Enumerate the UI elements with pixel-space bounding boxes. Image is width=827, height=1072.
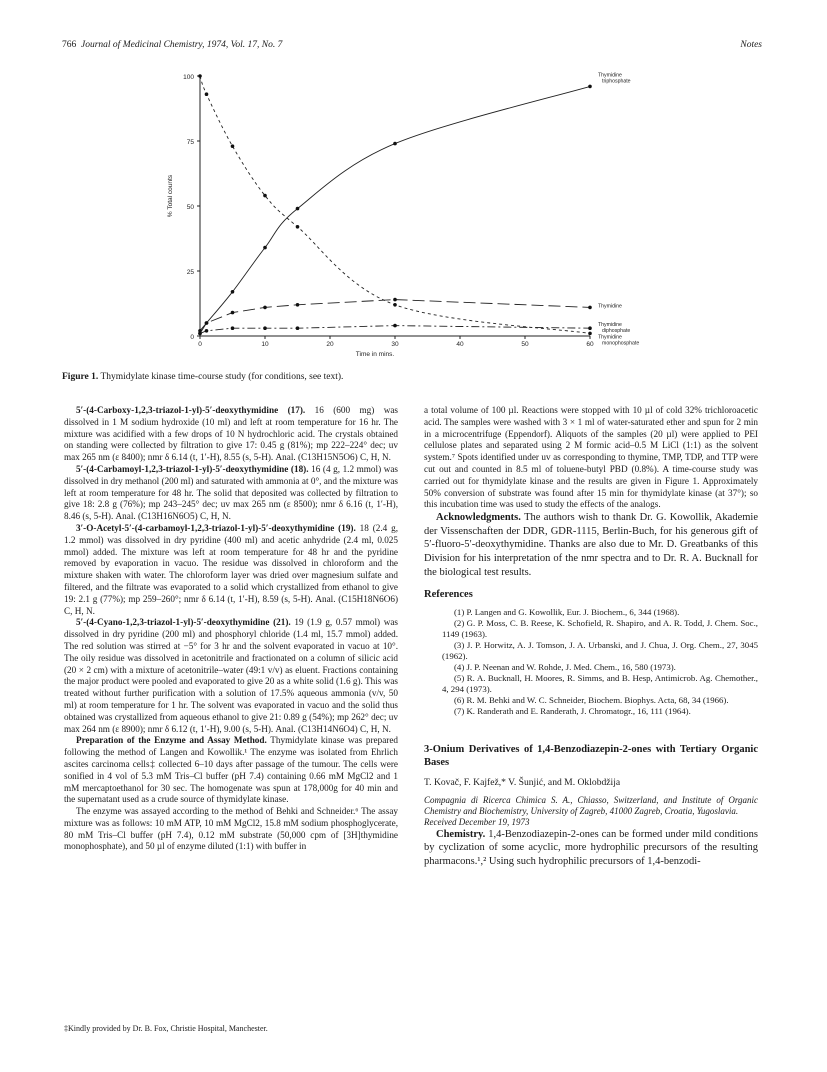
series-line-monophosphate xyxy=(200,76,590,333)
x-tick-label: 50 xyxy=(521,341,529,348)
affiliation-text: Compagnia di Ricerca Chimica S. A., Chiasso, Switzerland, and Institute of Organic Chemistry and Biochemistry, University of Zagreb, 41000 Zagreb, Croatia, Yugoslavia. xyxy=(424,794,758,816)
data-point xyxy=(296,225,300,229)
reference-item: (3) J. P. Horwitz, A. J. Tomson, J. A. Urbanski, and J. Chua, J. Org. Chem., 27, 3045 (1962). xyxy=(442,639,758,661)
article-title: 3-Onium Derivatives of 1,4-Benzodiazepin-2-ones with Tertiary Organic Bases xyxy=(424,743,758,768)
data-point xyxy=(393,142,397,146)
data-point xyxy=(205,329,209,333)
article-affiliation xyxy=(424,795,758,828)
data-point xyxy=(588,332,592,336)
legend-label: monophosphate xyxy=(602,340,640,347)
data-point xyxy=(296,303,300,307)
legend-label: triphosphate xyxy=(602,78,631,85)
paragraph xyxy=(424,828,758,869)
paragraph-text: 16 (600 mg) was dissolved in 1 M sodium hydroxide (10 ml) and left at room temperature for 16 hr. The mixture was acidified with a few drops of 10 N hydrochloric acid. The crystals obtained on standing were collected by filtration to give 17: 0.45 g (81%); mp 222–224° dec; uv max 265 nm (ε 8400); nmr δ 6.14 (t, 1′-H), 8.55 (s, 5-H). Anal. (C13H15N5O6) C, H, N. xyxy=(64,405,398,463)
data-point xyxy=(198,332,202,336)
y-tick-label: 75 xyxy=(186,139,194,146)
data-point xyxy=(393,298,397,302)
y-tick-label: 0 xyxy=(190,334,194,341)
received-date: Received December 19, 1973 xyxy=(424,816,530,827)
legend-label: Thymidine xyxy=(598,334,622,341)
data-point xyxy=(231,326,235,330)
reference-item: (1) P. Langen and G. Kowollik, Eur. J. Biochem., 6, 344 (1968). xyxy=(454,606,680,617)
paragraph xyxy=(64,523,398,617)
page-number: 766 xyxy=(62,40,77,50)
paragraph xyxy=(64,735,398,806)
compound-heading: 3′-O-Acetyl-5′-(4-carbamoyl-1,2,3-triazol-1-yl)-5′-deoxythymidine (19). xyxy=(76,522,356,533)
data-point xyxy=(296,207,300,211)
data-point xyxy=(231,144,235,148)
data-point xyxy=(263,326,267,330)
y-tick-label: 25 xyxy=(186,269,194,276)
acknowledgments-text: The authors wish to thank Dr. G. Kowollik, Akademie der Vissenschaften der DDR, GDR-1115, Berlin-Buch, for his generous gift of 5′-fluoro-5′-deoxythymidine. Thanks are also due to Mr. D. Greatbanks of this Division for his interpretation of the nmr spectra and to Dr. R. A. Bucknall for the biological test results. xyxy=(424,512,758,578)
data-point xyxy=(263,194,267,198)
section-heading: Preparation of the Enzyme and Assay Method. xyxy=(76,735,267,746)
data-point xyxy=(231,290,235,294)
y-tick-label: 100 xyxy=(183,74,194,81)
legend-label: Thymidine xyxy=(598,72,622,79)
journal-citation: Journal of Medicinal Chemistry, 1974, Vol. 17, No. 7 xyxy=(81,40,283,50)
paragraph-text: Thymidylate kinase was prepared following the method of Langen and Kowollik.¹ The enzyme was isolated from Ehrlich ascites carcinoma cells‡ collected 6–10 days after passage of the tumour. The cells were sonified in 4 vol of 5.3 mM Tris–Cl buffer (pH 7.4) containing 0.66 mM MgCl2 and 1 mM mercaptoethanol for 30 sec. The homogenate was spun at 178,000g for 40 min and the supernatant used as a crude source of thymidylate kinase. xyxy=(64,735,398,805)
right-column xyxy=(424,405,758,869)
data-point xyxy=(205,321,209,325)
paragraph-text: 19 (1.9 g, 0.57 mmol) was dissolved in dry pyridine (200 ml) and phosphoryl chloride (1.4 ml, 15.7 mmol) added. The red solution was stirred at −5° for 3 hr and the solvent evaporated in vacuo at 10°. The oily residue was dissolved in acetonitrile and fractionated on a column of silicic acid (20 × 2 cm) with a mixture of acetonitrile–water (49:1 v/v) as eluent. Fractions containing the major product were pooled and evaporated to give 20 as a white solid (1.6 g). This was treated without further purification with a solution of 17.5% aqueous ammonia (v/v, 50 ml) at room temperature for 1 hr. The solvent was evaporated in vacuo and the solid thus obtained was crystallized from aqueous ethanol to give 21: 0.89 g (54%); mp 262° dec; uv max 264 nm (ε 8900); nmr δ 6.12 (t, 1′-H), 9.00 (s, 5-H). Anal. (C13H14N6O4) C, H, N. xyxy=(64,617,398,734)
y-axis-label: % Total counts xyxy=(167,174,174,218)
acknowledgments-heading: Acknowledgments. xyxy=(436,512,521,524)
x-tick-label: 0 xyxy=(198,341,202,348)
references-list xyxy=(424,607,758,717)
time-course-chart xyxy=(150,62,680,367)
x-tick-label: 60 xyxy=(586,341,594,348)
x-tick-label: 30 xyxy=(391,341,399,348)
legend-label: diphosphate xyxy=(602,328,631,335)
data-point xyxy=(296,326,300,330)
figure-caption-text: Thymidylate kinase time-course study (for conditions, see text). xyxy=(98,372,344,382)
data-point xyxy=(231,311,235,315)
data-point xyxy=(588,85,592,89)
references-heading: References xyxy=(424,589,473,601)
data-point xyxy=(393,303,397,307)
x-tick-label: 40 xyxy=(456,341,464,348)
reference-item: (6) R. M. Behki and W. C. Schneider, Biochem. Biophys. Acta, 68, 34 (1966). xyxy=(454,694,729,705)
paragraph xyxy=(64,464,398,523)
paragraph xyxy=(424,405,758,511)
reference-item: (7) K. Randerath and E. Randerath, J. Chromatogr., 16, 111 (1964). xyxy=(454,705,691,716)
legend-label: Thymidine xyxy=(598,303,622,310)
paragraph xyxy=(64,405,398,464)
figure-caption xyxy=(62,372,762,382)
data-point xyxy=(205,92,209,96)
x-tick-label: 20 xyxy=(326,341,334,348)
series-line-triphosphate xyxy=(200,86,590,330)
compound-heading: 5′-(4-Carbamoyl-1,2,3-triazol-1-yl)-5′-deoxythymidine (18). xyxy=(76,463,309,474)
y-tick-label: 50 xyxy=(186,204,194,211)
paragraph-text: 18 (2.4 g, 1.2 mmol) was dissolved in dry pyridine (400 ml) and acetic anhydride (2.4 ml, 0.025 mmol) added. The mixture was left at room temperature for 48 hr and the pyridine removed by evaporation in vacuo. The residue was dissolved in chloroform and the mixture shaken with water. The chloroform layer was dried over magnesium sulfate and filtered, and the filtrate was evaporated to a solid which crystallized from ethanol to give 19: 2.1 g (77%); mp 259–260°; nmr δ 6.14 (t, 1′-H), 8.59 (s, 5-H). Anal. (C15H18N6O6) C, H, N. xyxy=(64,522,399,616)
data-point xyxy=(198,74,202,78)
reference-item: (5) R. A. Bucknall, H. Moores, R. Simms, and B. Hesp, Antimicrob. Ag. Chemother., 4, 294 (1973). xyxy=(442,672,758,694)
section-name: Notes xyxy=(740,40,762,50)
paragraph-text: 16 (4 g, 1.2 mmol) was dissolved in dry methanol (200 ml) and saturated with ammonia at 0°, and the mixture was left at room temperature for 48 hr. The solid that deposited was collected by filtration to give 18: 2.8 g (76%); mp 243–245° dec; uv max 265 nm (ε 8500); nmr δ 6.16 (t, 1′-H), 8.46 (s, 5-H). Anal. (C13H16N6O5) C, H, N. xyxy=(64,463,398,522)
compound-heading: 5′-(4-Cyano-1,2,3-triazol-1-yl)-5′-deoxythymidine (21). xyxy=(76,617,291,628)
data-point xyxy=(588,306,592,310)
paragraph-text: The enzyme was assayed according to the method of Behki and Schneider.⁶ The assay mixture was as follows: 10 mM ATP, 10 mM MgCl2, 15.8 mM sodium phosphoglycerate, 80 mM Tris–Cl buffer (pH 7.4), 0.12 mM substrate (50,000 cpm of [3H]thymidine monophosphate), and 50 µl of enzyme diluted (1:1) with buffer in xyxy=(64,806,398,852)
compound-heading: 5′-(4-Carboxy-1,2,3-triazol-1-yl)-5′-deoxythymidine (17). xyxy=(76,405,306,415)
running-header xyxy=(62,40,762,50)
figure-label: Figure 1. xyxy=(62,372,99,382)
data-point xyxy=(263,246,267,250)
paragraph xyxy=(64,617,398,735)
reference-item: (4) J. P. Neenan and W. Rohde, J. Med. Chem., 16, 580 (1973). xyxy=(454,661,676,672)
paragraph-text: 1,4-Benzodiazepin-2-ones can be formed under mild conditions by cyclization of some acyclic, more hydrophilic precursors of the resulting pharmacons.¹,² Using such hydrophilic precursors of 1,4-benzodi- xyxy=(424,828,758,867)
x-tick-label: 10 xyxy=(261,341,269,348)
legend-label: Thymidine xyxy=(598,322,622,329)
left-column xyxy=(64,405,398,853)
acknowledgments xyxy=(424,511,758,579)
article-authors: T. Kovač, F. Kajfež,* V. Šunjić, and M. Oklobdžija xyxy=(424,776,621,788)
paragraph-text: a total volume of 100 µl. Reactions were stopped with 10 µl of cold 32% trichloroacetic acid. The samples were washed with 3 × 1 ml of water-saturated ether and spun for 2 min in a microcentrifuge (Eppendorf). Aliquots of the samples (20 µl) were applied to PEI cellulose plates and separated using 2 M formic acid–0.5 M LiCl (1:1) as the solvent system.⁷ Spots identified under uv as corresponding to thymine, TMP, TDP, and TTP were cut out and counted in 8.5 ml of toluene-butyl PBD (0.8%). A time-course study was carried out for thymidylate kinase and the results are given in Figure 1. Approximately 50% conversion of substrate was found after 15 min for thymidylate kinase (at 37°); so this incubation time was used to study the effects of the analogs. xyxy=(424,405,758,510)
data-point xyxy=(263,306,267,310)
x-axis-label: Time in mins. xyxy=(355,351,395,358)
footnote: ‡Kindly provided by Dr. B. Fox, Christie Hospital, Manchester. xyxy=(64,1024,268,1033)
data-point xyxy=(588,326,592,330)
section-heading: Chemistry. xyxy=(436,828,486,840)
reference-item: (2) G. P. Moss, C. B. Reese, K. Schofield, R. Shapiro, and A. R. Todd, J. Chem. Soc., 1149 (1963). xyxy=(442,617,758,639)
paragraph xyxy=(64,806,398,853)
data-point xyxy=(393,324,397,328)
